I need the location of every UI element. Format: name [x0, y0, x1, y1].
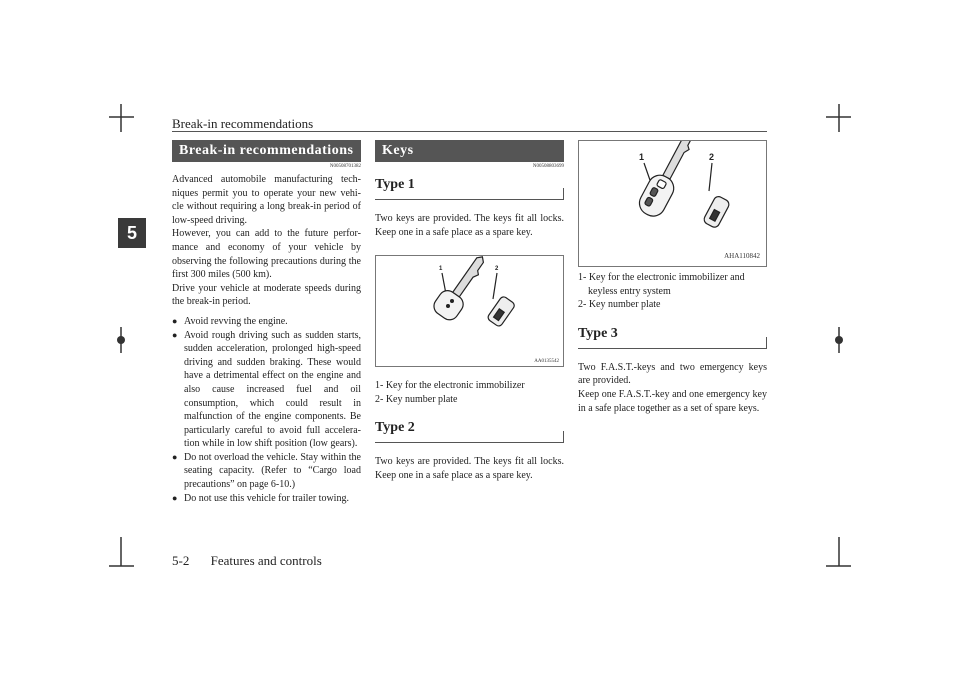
precaution-list	[172, 315, 361, 505]
running-title: Break-in recommendations	[172, 116, 314, 131]
list-item: ● Avoid revving the engine.	[172, 315, 361, 329]
paragraph: Two keys are provided. The keys fit all locks. Keep one in a safe place as a spare key.	[375, 213, 564, 238]
page-footer	[172, 553, 340, 569]
figure-callout: 1	[639, 152, 645, 162]
keys-figure-type-1	[375, 255, 564, 367]
subheading-type-3: Type 3	[578, 326, 767, 349]
section-heading-break-in: Break-in recommendations	[172, 140, 361, 162]
key-illustration	[376, 256, 563, 364]
legend-item: 2- Key number plate	[578, 299, 661, 311]
section-code: N00508803699	[532, 164, 564, 169]
keys-figure-type-2	[578, 140, 767, 267]
figure-callout: 2	[709, 152, 715, 162]
legend-item: 1- Key for the electronic immobilizer	[375, 380, 525, 392]
column-break-in	[172, 140, 361, 505]
figure-code: AA0135542	[534, 359, 559, 365]
figure-legend	[375, 379, 564, 406]
footer-section: Features and controls	[210, 553, 322, 568]
remote-key-illustration	[579, 141, 766, 264]
section-heading-keys: Keys	[375, 140, 564, 162]
figure-callout: 2	[495, 266, 499, 273]
chapter-tab: 5	[118, 218, 146, 248]
section-code: N00508701382	[329, 164, 361, 169]
column-keys-continued	[578, 140, 767, 415]
figure-code: AHA110842	[724, 252, 760, 260]
figure-callout: 1	[439, 266, 443, 273]
list-item: ● Do not use this vehicle for trailer towing.	[172, 492, 361, 506]
subheading-type-2: Type 2	[375, 420, 564, 443]
paragraph: Drive your vehicle at moderate speeds during the break-in period.	[172, 282, 361, 308]
subheading-type-1: Type 1	[375, 177, 564, 200]
legend-item: 2- Key number plate	[375, 393, 458, 405]
header-rule	[172, 131, 767, 132]
legend-item: 1- Key for the electronic immobilizer and keyless entry system	[578, 272, 745, 297]
list-item: ● Avoid rough driving such as sudden starts, sudden acceleration, prolonged high-speed driving and sudden braking. These would have a detrimental effect on the engine and also cause increased fuel and oil consumption, which could result in malfunction of the engine components. Be particularly careful to avoid full accelera-tion while in low shift position (low gears).	[172, 329, 361, 451]
column-keys	[375, 140, 564, 483]
paragraph: Advanced automobile manufacturing tech-niques permit you to operate your new vehi-cle without requiring a long break-in period of low-speed driving.	[172, 174, 361, 226]
paragraph: Two keys are provided. The keys fit all locks. Keep one in a safe place as a spare key.	[375, 456, 564, 481]
paragraph: Keep one F.A.S.T.-key and one emergency key in a safe place together as a set of spare keys.	[578, 388, 767, 414]
paragraph: Two F.A.S.T.-keys and two emergency keys are provided.	[578, 361, 767, 387]
paragraph: However, you can add to the future perfor-mance and economy of your vehicle by observing the following precautions during the first 300 miles (500 km).	[172, 228, 361, 281]
figure-legend	[578, 271, 767, 312]
list-item: ● Do not overload the vehicle. Stay within the seating capacity. (Refer to “Cargo load precautions” on page 6-10.)	[172, 451, 361, 492]
page-number: 5-2	[172, 553, 190, 568]
